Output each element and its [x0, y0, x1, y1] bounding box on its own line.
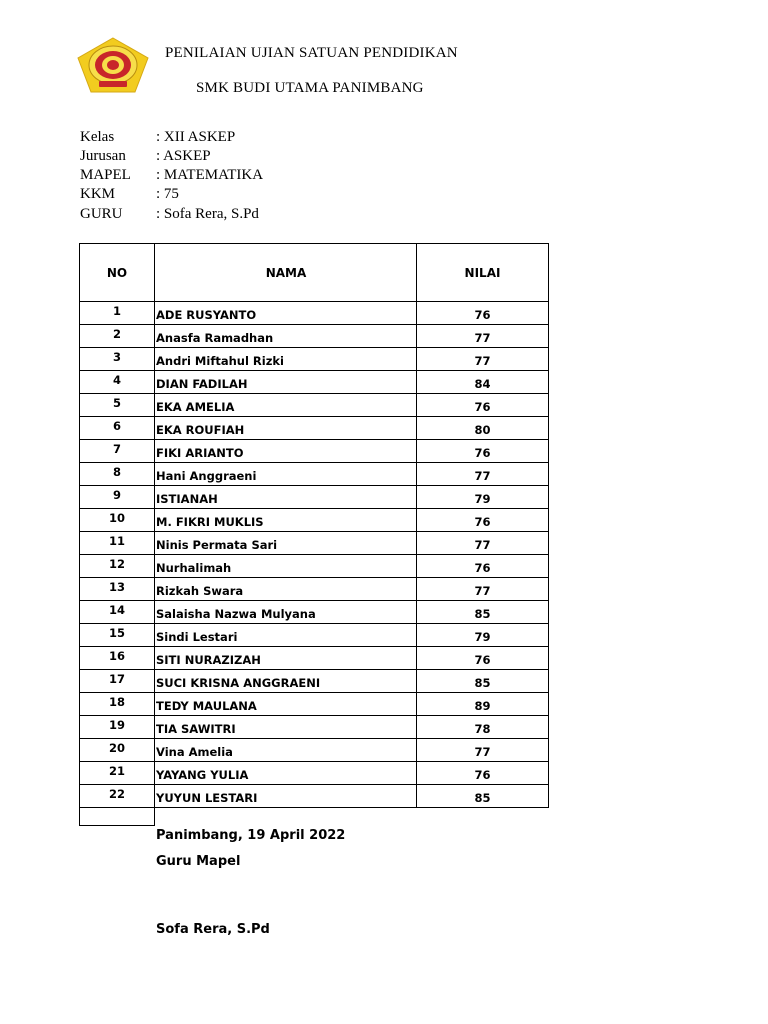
- student-name: Ninis Permata Sari: [155, 532, 417, 555]
- table-header-row: [80, 244, 549, 302]
- info-value-jurusan: : ASKEP: [156, 148, 211, 164]
- student-name: EKA ROUFIAH: [155, 417, 417, 440]
- student-name: Vina Amelia: [155, 739, 417, 762]
- student-score: 85: [417, 785, 549, 808]
- row-number: 3: [80, 348, 155, 371]
- student-name: SUCI KRISNA ANGGRAENI: [155, 670, 417, 693]
- student-score: 76: [417, 440, 549, 463]
- table-row: [80, 348, 549, 371]
- column-header-score: NILAI: [417, 244, 549, 302]
- grades-table: [79, 243, 549, 808]
- student-score: 77: [417, 739, 549, 762]
- student-score: 77: [417, 578, 549, 601]
- student-score: 84: [417, 371, 549, 394]
- row-number: 5: [80, 394, 155, 417]
- column-header-no: NO: [80, 244, 155, 302]
- table-row: [80, 693, 549, 716]
- student-score: 76: [417, 302, 549, 325]
- table-row: [80, 371, 549, 394]
- column-header-name: NAMA: [155, 244, 417, 302]
- table-row: [80, 739, 549, 762]
- student-score: 77: [417, 325, 549, 348]
- student-name: Andri Miftahul Rizki: [155, 348, 417, 371]
- student-score: 76: [417, 509, 549, 532]
- table-row: [80, 647, 549, 670]
- row-number: 22: [80, 785, 155, 808]
- table-row: [80, 302, 549, 325]
- student-score: 76: [417, 647, 549, 670]
- table-row: [80, 578, 549, 601]
- student-score: 76: [417, 394, 549, 417]
- table-row: [80, 325, 549, 348]
- student-score: 79: [417, 486, 549, 509]
- student-score: 76: [417, 762, 549, 785]
- table-row: [80, 555, 549, 578]
- student-name: DIAN FADILAH: [155, 371, 417, 394]
- row-number: 19: [80, 716, 155, 739]
- table-row: [80, 532, 549, 555]
- info-label-jurusan: Jurusan: [80, 148, 126, 164]
- table-row: [80, 601, 549, 624]
- student-score: 78: [417, 716, 549, 739]
- document-title: PENILAIAN UJIAN SATUAN PENDIDIKAN: [165, 45, 458, 61]
- student-score: 85: [417, 601, 549, 624]
- student-name: TIA SAWITRI: [155, 716, 417, 739]
- student-score: 77: [417, 532, 549, 555]
- table-row: [80, 509, 549, 532]
- row-number: 7: [80, 440, 155, 463]
- student-name: FIKI ARIANTO: [155, 440, 417, 463]
- row-number: 10: [80, 509, 155, 532]
- school-name: SMK BUDI UTAMA PANIMBANG: [196, 80, 424, 96]
- row-number: 4: [80, 371, 155, 394]
- empty-cell: [79, 803, 155, 826]
- row-number: 21: [80, 762, 155, 785]
- student-name: Hani Anggraeni: [155, 463, 417, 486]
- row-number: 15: [80, 624, 155, 647]
- info-value-mapel: : MATEMATIKA: [156, 167, 264, 183]
- row-number: 1: [80, 302, 155, 325]
- row-number: 17: [80, 670, 155, 693]
- row-number: 9: [80, 486, 155, 509]
- row-number: 12: [80, 555, 155, 578]
- student-score: 77: [417, 463, 549, 486]
- row-number: 18: [80, 693, 155, 716]
- row-number: 20: [80, 739, 155, 762]
- table-row: [80, 463, 549, 486]
- place-date: Panimbang, 19 April 2022: [156, 828, 346, 843]
- student-name: TEDY MAULANA: [155, 693, 417, 716]
- student-score: 77: [417, 348, 549, 371]
- student-score: 80: [417, 417, 549, 440]
- info-value-kkm: : 75: [156, 186, 179, 202]
- row-number: 11: [80, 532, 155, 555]
- student-name: EKA AMELIA: [155, 394, 417, 417]
- table-row: [80, 486, 549, 509]
- student-name: SITI NURAZIZAH: [155, 647, 417, 670]
- info-label-mapel: MAPEL: [80, 167, 131, 183]
- row-number: 2: [80, 325, 155, 348]
- table-row: [80, 624, 549, 647]
- info-label-kelas: Kelas: [80, 129, 115, 145]
- table-row: [80, 417, 549, 440]
- row-number: 6: [80, 417, 155, 440]
- table-row: [80, 440, 549, 463]
- row-number: 13: [80, 578, 155, 601]
- signature-role: Guru Mapel: [156, 854, 241, 869]
- row-number: 8: [80, 463, 155, 486]
- row-number: 14: [80, 601, 155, 624]
- info-value-kelas: : XII ASKEP: [156, 129, 236, 145]
- student-name: Rizkah Swara: [155, 578, 417, 601]
- student-name: M. FIKRI MUKLIS: [155, 509, 417, 532]
- school-emblem-icon: [77, 37, 149, 93]
- student-name: ISTIANAH: [155, 486, 417, 509]
- table-row: [80, 716, 549, 739]
- student-name: Nurhalimah: [155, 555, 417, 578]
- table-row: [80, 762, 549, 785]
- info-label-guru: GURU: [80, 206, 123, 222]
- student-score: 76: [417, 555, 549, 578]
- row-number: 16: [80, 647, 155, 670]
- info-label-kkm: KKM: [80, 186, 116, 202]
- student-name: YAYANG YULIA: [155, 762, 417, 785]
- student-name: Salaisha Nazwa Mulyana: [155, 601, 417, 624]
- student-score: 85: [417, 670, 549, 693]
- student-score: 79: [417, 624, 549, 647]
- table-row: [80, 394, 549, 417]
- signature-name: Sofa Rera, S.Pd: [156, 922, 270, 937]
- student-name: Sindi Lestari: [155, 624, 417, 647]
- student-name: YUYUN LESTARI: [155, 785, 417, 808]
- student-name: ADE RUSYANTO: [155, 302, 417, 325]
- student-name: Anasfa Ramadhan: [155, 325, 417, 348]
- table-row: [80, 670, 549, 693]
- info-value-guru: : Sofa Rera, S.Pd: [156, 206, 259, 222]
- student-score: 89: [417, 693, 549, 716]
